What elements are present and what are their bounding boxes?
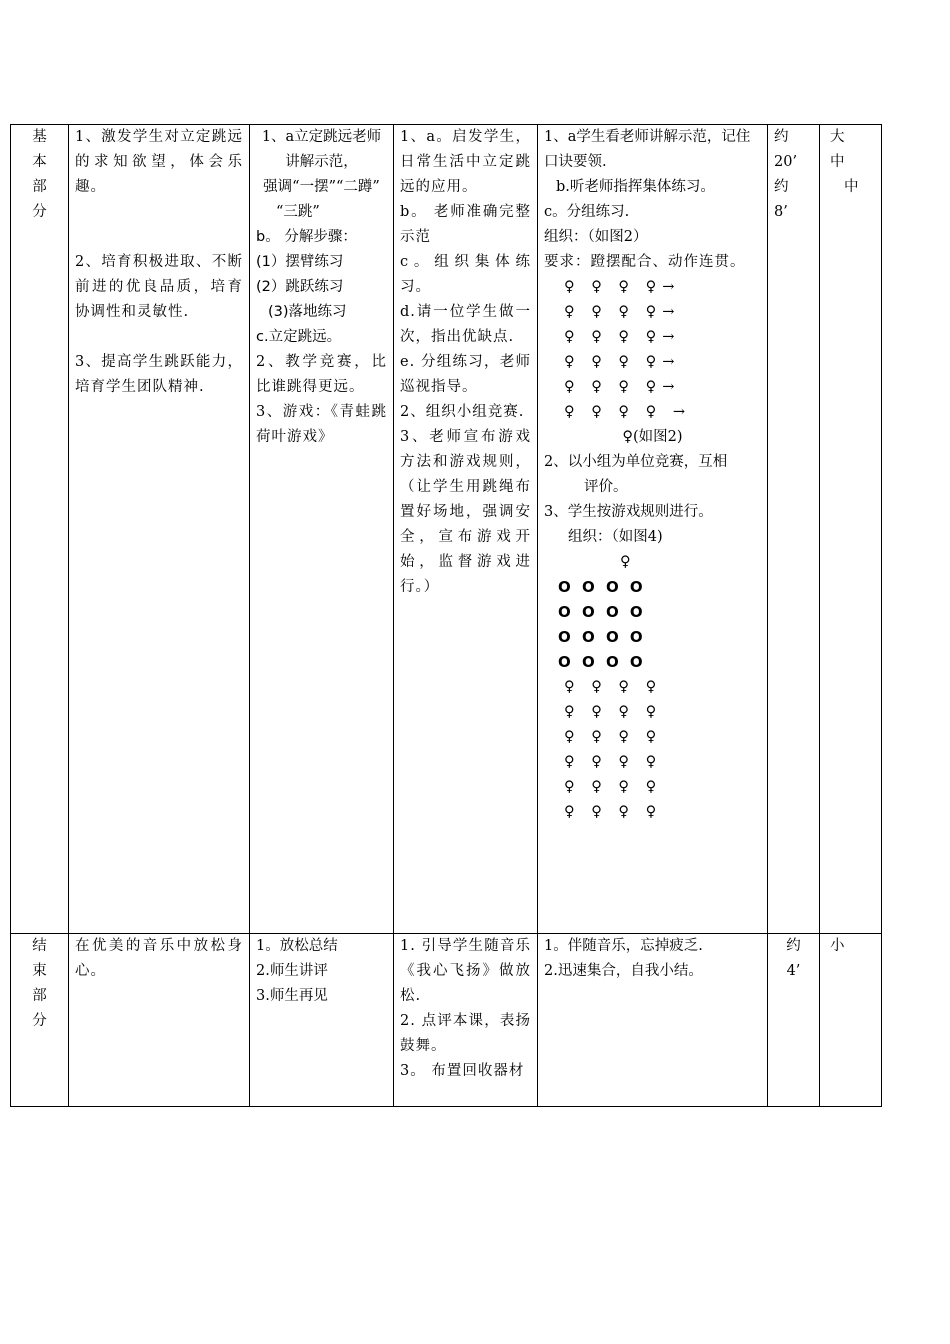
content-line: 2.师生讲评 bbox=[256, 963, 328, 979]
teacher-line: 1. 引导学生随音乐《我心飞扬》做放松. bbox=[400, 938, 531, 1004]
formation-row: ♀ ♀ ♀ ♀→ bbox=[564, 354, 681, 370]
formation-row: ♀ ♀ ♀ ♀ bbox=[564, 804, 663, 820]
lily-pad-row: O O O O bbox=[558, 653, 646, 671]
student-line: 1、a学生看老师讲解示范，记住口诀要领. bbox=[544, 129, 751, 170]
goal-1: 1、激发学生对立定跳远的求知欲望，体会乐趣。 bbox=[75, 129, 243, 195]
goal-2: 2、培育积极进取、不断前进的优良品质，培育协调性和灵敏性. bbox=[75, 254, 243, 320]
formation-row: ♀ ♀ ♀ ♀→ bbox=[564, 304, 681, 320]
content-line: 强调“一摆”“二蹲” bbox=[263, 179, 380, 195]
teacher-line: b。 老师准确完整示范 bbox=[400, 204, 531, 245]
teacher-line: 3、老师宣布游戏方法和游戏规则，（让学生用跳绳布置好场地，强调安全，宣布游戏开始，监督游戏进行。） bbox=[400, 429, 531, 595]
section-char: 部 bbox=[32, 179, 47, 195]
teacher-line: c。组织集体练习。 bbox=[400, 254, 531, 295]
student-line: 3、学生按游戏规则进行。 bbox=[544, 504, 713, 520]
time-text: 约 bbox=[774, 129, 789, 145]
basic-content-cell bbox=[250, 125, 394, 934]
lesson-plan-table bbox=[10, 124, 882, 1107]
basic-time-cell bbox=[768, 125, 820, 934]
ending-teacher-cell bbox=[394, 934, 538, 1107]
goal-text: 在优美的音乐中放松身心。 bbox=[75, 938, 243, 979]
basic-teacher-cell bbox=[394, 125, 538, 934]
student-line: 1。伴随音乐，忘掉疲乏. bbox=[544, 938, 703, 954]
student-line: 要求：蹬摆配合、动作连贯。 bbox=[544, 254, 746, 270]
basic-section-label bbox=[11, 125, 69, 934]
content-line: 1。放松总结 bbox=[256, 938, 338, 954]
teacher-line: 3。 布置回收器材 bbox=[400, 1063, 525, 1079]
figure-2-caption: ♀(如图2) bbox=[622, 429, 683, 445]
student-line: 组织：（如图4) bbox=[568, 529, 663, 545]
ending-time-cell bbox=[768, 934, 820, 1107]
formation-row: ♀ ♀ ♀ ♀ bbox=[564, 729, 663, 745]
teacher-line: d.请一位学生做一次，指出优缺点. bbox=[400, 304, 531, 345]
student-line: 组织：（如图2） bbox=[544, 229, 648, 245]
basic-part-row bbox=[11, 125, 882, 934]
section-char: 本 bbox=[32, 154, 47, 170]
lily-pad-row: O O O O bbox=[558, 578, 646, 596]
content-line: “三跳” bbox=[276, 204, 320, 220]
intensity-text: 小 bbox=[830, 938, 845, 954]
section-char: 分 bbox=[32, 204, 47, 220]
content-line: c.立定跳远。 bbox=[256, 329, 342, 345]
teacher-line: 2. 点评本课，表扬鼓舞。 bbox=[400, 1013, 531, 1054]
intensity-text: 中 bbox=[830, 154, 845, 170]
student-line: 评价。 bbox=[584, 479, 628, 495]
teacher-position-mark: ♀ bbox=[620, 554, 631, 570]
ending-goals-cell bbox=[69, 934, 250, 1107]
teacher-line: 1、a。启发学生，日常生活中立定跳远的应用。 bbox=[400, 129, 531, 195]
ending-section-label bbox=[11, 934, 69, 1107]
formation-row: ♀ ♀ ♀ ♀→ bbox=[564, 329, 681, 345]
formation-row: ♀ ♀ ♀ ♀ bbox=[564, 754, 663, 770]
formation-row: ♀ ♀ ♀ ♀→ bbox=[564, 279, 681, 295]
content-line: 3.师生再见 bbox=[256, 988, 328, 1004]
lily-pad-row: O O O O bbox=[558, 603, 646, 621]
basic-intensity-cell bbox=[820, 125, 882, 934]
goal-3: 3、提高学生跳跃能力，培育学生团队精神. bbox=[75, 354, 243, 395]
ending-content-cell bbox=[250, 934, 394, 1107]
content-line: b。 分解步骤： bbox=[256, 229, 357, 245]
basic-goals-cell bbox=[69, 125, 250, 934]
formation-row: ♀ ♀ ♀ ♀→ bbox=[564, 379, 681, 395]
section-char: 基 bbox=[32, 129, 47, 145]
student-line: c。分组练习. bbox=[544, 204, 630, 220]
student-line: 2、以小组为单位竞赛，互相 bbox=[544, 454, 728, 470]
formation-row: ♀ ♀ ♀ ♀ bbox=[564, 704, 663, 720]
teacher-line: 2、组织小组竞赛. bbox=[400, 404, 525, 420]
time-text: 20’ bbox=[774, 154, 798, 170]
ending-student-cell bbox=[538, 934, 768, 1107]
content-line: (1）摆臂练习 bbox=[256, 254, 344, 270]
lily-pad-row: O O O O bbox=[558, 628, 646, 646]
time-text: 8’ bbox=[774, 204, 788, 220]
content-line: 2、教学竞赛，比比谁跳得更远。 bbox=[256, 354, 387, 395]
ending-part-row bbox=[11, 934, 882, 1107]
student-line: b.听老师指挥集体练习。 bbox=[556, 179, 715, 195]
section-char: 部 bbox=[32, 988, 47, 1004]
student-line: 2.迅速集合，自我小结。 bbox=[544, 963, 703, 979]
content-line: (2）跳跃练习 bbox=[256, 279, 344, 295]
content-line: (3)落地练习 bbox=[268, 304, 347, 320]
ending-intensity-cell bbox=[820, 934, 882, 1107]
content-line: 3、游戏：《青蛙跳荷叶游戏》 bbox=[256, 404, 387, 445]
time-text: 约 bbox=[774, 179, 789, 195]
formation-row: ♀ ♀ ♀ ♀ bbox=[564, 679, 663, 695]
intensity-text: 中 bbox=[844, 179, 859, 195]
section-char: 束 bbox=[32, 963, 47, 979]
formation-row: ♀ ♀ ♀ ♀ → bbox=[564, 404, 691, 420]
time-text: 约 bbox=[786, 938, 801, 954]
intensity-text: 大 bbox=[830, 129, 845, 145]
basic-student-cell bbox=[538, 125, 768, 934]
content-line: 1、a立定跳远老师讲解示范， bbox=[261, 129, 382, 170]
time-text: 4’ bbox=[786, 963, 801, 979]
section-char: 分 bbox=[32, 1013, 47, 1029]
section-char: 结 bbox=[32, 938, 47, 954]
teacher-line: e. 分组练习，老师巡视指导。 bbox=[400, 354, 531, 395]
formation-row: ♀ ♀ ♀ ♀ bbox=[564, 779, 663, 795]
